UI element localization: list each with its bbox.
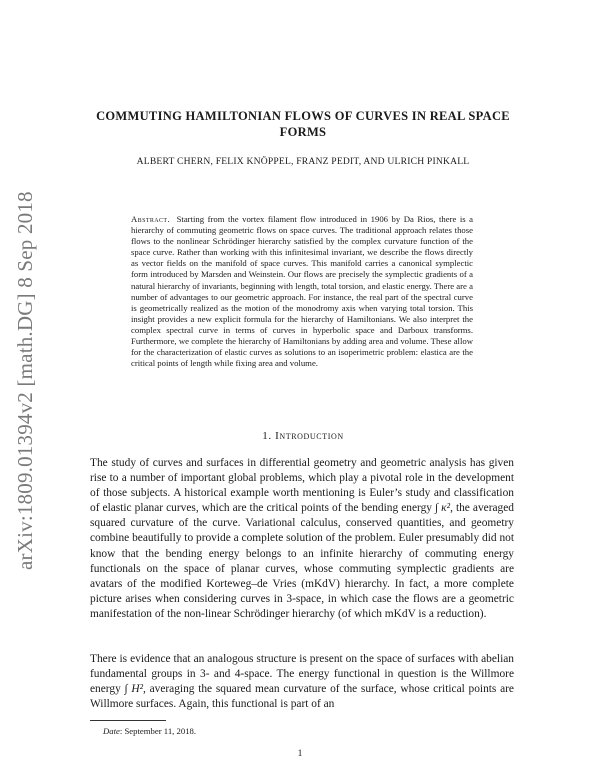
footnote-date-label: Date	[103, 726, 120, 736]
paragraph-1-text-a: The study of curves and surfaces in differential geometry and geometric analysis has given rise to a number of important global problems, which play a pivotal role in the development of those subjects. A historical example worth mentioning is Euler’s study and classification of elastic planar curves, which are the critical points of the bending energy	[90, 457, 514, 515]
section-heading-introduction: 1. Introduction	[262, 430, 344, 442]
paragraph-2-text-b: , averaging the squared mean curvature of the surface, whose critical points are Willmore surfaces. Again, this functional is part of an	[90, 683, 514, 711]
footnote-date-value: : September 11, 2018.	[119, 726, 197, 736]
footnote-rule	[90, 720, 166, 721]
bending-energy-formula: ∫ κ²	[435, 502, 451, 515]
abstract-text: Starting from the vortex filament flow introduced in 1906 by Da Rios, there is a hierarchy of commuting geometric flows on space curves. The traditional approach relates those flows to the nonlinear Schrödinger hierarchy satisfied by the complex curvature function of the space curve. Rather than working with this infinitesimal invariant, we describe the flows directly as vector fields on the manifold of space curves. This manifold carries a canonical symplectic form introduced by Marsden and Weinstein. Our flows are precisely the symplectic gradients of a natural hierarchy of invariants, beginning with length, total torsion, and elastic energy. There are a number of advantages to our geometric approach. For instance, the real part of the spectral curve is geometrically realized as the motion of the monodromy axis when varying total torsion. This insight provides a new explicit formula for the hierarchy of Hamiltonians. We also interpret the complex spectral curve in terms of curves in hyperbolic space and Darboux transforms. Furthermore, we complete the hierarchy of Hamiltonians by adding area and volume. These allow for the characterization of elastic curves as solutions to an isoperimetric problem: elastica are the critical points of length while fixing area and volume.	[131, 214, 474, 369]
author-list: ALBERT CHERN, FELIX KNÖPPEL, FRANZ PEDIT, AND ULRICH PINKALL	[136, 156, 470, 167]
paragraph-2-text-a: There is evidence that an analogous structure is present on the space of surfaces with abelian fundamental groups in 3- and 4-space. The energy functional in question is the Willmore energy	[90, 653, 514, 696]
arxiv-identifier: arXiv:1809.01394v2 [math.DG] 8 Sep 2018	[13, 191, 37, 570]
willmore-energy-formula: ∫ H²	[124, 683, 143, 696]
body-paragraph-2	[90, 652, 514, 712]
paper-title: COMMUTING HAMILTONIAN FLOWS OF CURVES IN REAL SPACE FORMS	[96, 109, 510, 139]
paragraph-1-text-b: , the averaged squared curvature of the curve. Variational calculus, conserved quantities, and geometry combine beautifully to provide a complete solution of the problem. Euler presumably did not know that the bending energy belongs to an infinite hierarchy of commuting energy functionals on the space of planar curves, whose commuting symplectic gradients are avatars of the modified Korteweg–de Vries (mKdV) hierarchy. In fact, a more complete picture arises when considering curves in 3-space, in which case the flows are a geometric manifestation of the non-linear Schrödinger hierarchy (of which mKdV is a reduction).	[90, 502, 514, 620]
footnote-date	[103, 726, 196, 736]
page-number: 1	[297, 748, 303, 759]
abstract	[131, 214, 473, 369]
abstract-heading: Abstract.	[131, 214, 171, 224]
body-paragraph-1	[90, 456, 514, 622]
